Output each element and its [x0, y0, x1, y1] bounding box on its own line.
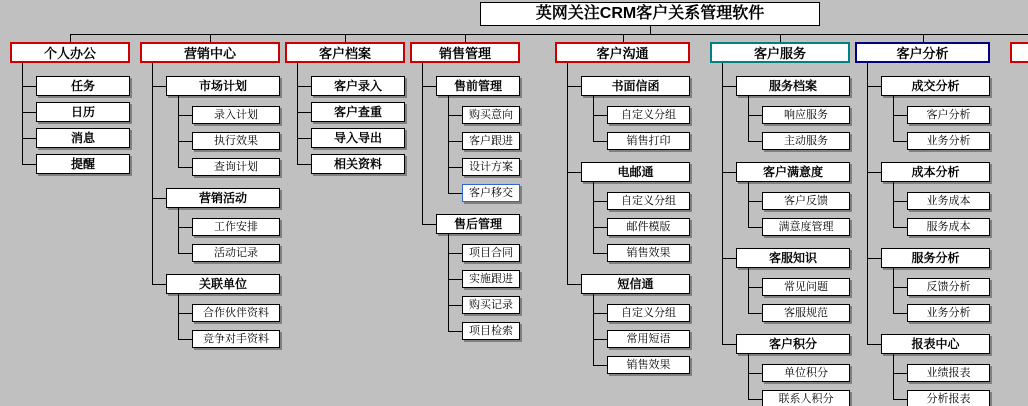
item-customer-communication-1-1[interactable]: 邮件模版	[607, 218, 690, 236]
elbow	[448, 253, 462, 254]
group-customer-analysis-3[interactable]: 报表中心	[881, 334, 990, 354]
elbow	[893, 115, 907, 116]
item-customer-analysis-3-0[interactable]: 业绩报表	[907, 364, 990, 382]
item-marketing-center-0-2[interactable]: 查询计划	[192, 158, 280, 176]
elbow	[448, 141, 462, 142]
category-customer-communication[interactable]: 客户沟通	[555, 42, 690, 63]
sub-spine	[748, 182, 749, 227]
elbow	[152, 284, 166, 285]
elbow	[722, 344, 736, 345]
elbow	[867, 258, 881, 259]
elbow	[567, 172, 581, 173]
group-customer-analysis-1[interactable]: 成本分析	[881, 162, 990, 182]
group-customer-service-1[interactable]: 客户满意度	[736, 162, 850, 182]
elbow	[297, 86, 311, 87]
item-customer-service-0-1[interactable]: 主动服务	[762, 132, 850, 150]
group-sales-management-0[interactable]: 售前管理	[436, 76, 520, 96]
sub-spine	[893, 96, 894, 141]
elbow	[593, 313, 607, 314]
item-customer-archive-1[interactable]: 客户查重	[311, 102, 405, 122]
item-customer-communication-2-2[interactable]: 销售效果	[607, 356, 690, 374]
spine-customer-service	[722, 63, 723, 344]
item-customer-analysis-1-0[interactable]: 业务成本	[907, 192, 990, 210]
spine-marketing-center	[152, 63, 153, 284]
elbow	[22, 86, 36, 87]
category-extra-column[interactable]	[1010, 42, 1028, 63]
elbow	[867, 172, 881, 173]
item-marketing-center-1-1[interactable]: 活动记录	[192, 244, 280, 262]
group-marketing-center-0[interactable]: 市场计划	[166, 76, 280, 96]
item-customer-communication-2-1[interactable]: 常用短语	[607, 330, 690, 348]
stem-customer-communication	[623, 34, 624, 42]
elbow	[593, 365, 607, 366]
item-customer-service-2-1[interactable]: 客服规范	[762, 304, 850, 322]
item-customer-archive-0[interactable]: 客户录入	[311, 76, 405, 96]
category-customer-analysis[interactable]: 客户分析	[855, 42, 990, 63]
item-customer-service-1-0[interactable]: 客户反馈	[762, 192, 850, 210]
elbow	[448, 279, 462, 280]
sub-spine	[178, 96, 179, 167]
item-customer-analysis-3-1[interactable]: 分析报表	[907, 390, 990, 406]
elbow	[297, 164, 311, 165]
elbow	[178, 115, 192, 116]
item-personal-office-2[interactable]: 消息	[36, 128, 130, 148]
elbow	[178, 339, 192, 340]
elbow	[593, 115, 607, 116]
elbow	[722, 172, 736, 173]
elbow	[448, 331, 462, 332]
sub-spine	[893, 182, 894, 227]
elbow	[178, 167, 192, 168]
group-customer-service-3[interactable]: 客户积分	[736, 334, 850, 354]
group-marketing-center-2[interactable]: 关联单位	[166, 274, 280, 294]
item-customer-communication-2-0[interactable]: 自定义分组	[607, 304, 690, 322]
item-sales-management-0-3[interactable]: 客户移交	[462, 184, 520, 202]
elbow	[748, 115, 762, 116]
group-sales-management-1[interactable]: 售后管理	[436, 214, 520, 234]
stem-customer-archive	[345, 34, 346, 42]
elbow	[748, 373, 762, 374]
item-customer-analysis-1-1[interactable]: 服务成本	[907, 218, 990, 236]
sub-spine	[448, 234, 449, 331]
spine-customer-communication	[567, 63, 568, 284]
group-customer-communication-2[interactable]: 短信通	[581, 274, 690, 294]
item-personal-office-3[interactable]: 提醒	[36, 154, 130, 174]
elbow	[178, 227, 192, 228]
sub-spine	[448, 96, 449, 193]
category-customer-service[interactable]: 客户服务	[710, 42, 850, 63]
elbow	[422, 86, 436, 87]
item-customer-service-1-1[interactable]: 满意度管理	[762, 218, 850, 236]
top-bus	[70, 34, 1028, 35]
item-customer-communication-0-1[interactable]: 销售打印	[607, 132, 690, 150]
item-marketing-center-1-0[interactable]: 工作安排	[192, 218, 280, 236]
category-personal-office[interactable]: 个人办公	[10, 42, 130, 63]
spine-sales-management	[422, 63, 423, 224]
item-customer-service-0-0[interactable]: 响应服务	[762, 106, 850, 124]
item-marketing-center-2-0[interactable]: 合作伙伴资料	[192, 304, 280, 322]
elbow	[422, 224, 436, 225]
item-customer-communication-1-2[interactable]: 销售效果	[607, 244, 690, 262]
item-customer-service-2-0[interactable]: 常见问题	[762, 278, 850, 296]
item-sales-management-0-2[interactable]: 设计方案	[462, 158, 520, 176]
elbow	[593, 339, 607, 340]
elbow	[867, 344, 881, 345]
item-customer-service-3-0[interactable]: 单位积分	[762, 364, 850, 382]
stem-sales-management	[465, 34, 466, 42]
item-sales-management-0-1[interactable]: 客户跟进	[462, 132, 520, 150]
spine-customer-analysis	[867, 63, 868, 344]
spine-customer-archive	[297, 63, 298, 164]
sub-spine	[178, 294, 179, 339]
item-customer-analysis-0-1[interactable]: 业务分析	[907, 132, 990, 150]
group-customer-analysis-0[interactable]: 成交分析	[881, 76, 990, 96]
elbow	[748, 141, 762, 142]
elbow	[748, 201, 762, 202]
sub-spine	[748, 354, 749, 399]
item-marketing-center-0-1[interactable]: 执行效果	[192, 132, 280, 150]
item-marketing-center-0-0[interactable]: 录入计划	[192, 106, 280, 124]
item-customer-communication-1-0[interactable]: 自定义分组	[607, 192, 690, 210]
item-customer-archive-2[interactable]: 导入导出	[311, 128, 405, 148]
item-personal-office-1[interactable]: 日历	[36, 102, 130, 122]
category-marketing-center[interactable]: 营销中心	[140, 42, 280, 63]
item-customer-analysis-0-0[interactable]: 客户分析	[907, 106, 990, 124]
elbow	[893, 141, 907, 142]
elbow	[448, 193, 462, 194]
sub-spine	[178, 208, 179, 253]
elbow	[748, 227, 762, 228]
elbow	[893, 227, 907, 228]
elbow	[297, 112, 311, 113]
sub-spine	[593, 294, 594, 365]
elbow	[893, 287, 907, 288]
item-personal-office-0[interactable]: 任务	[36, 76, 130, 96]
elbow	[593, 141, 607, 142]
item-sales-management-0-0[interactable]: 购买意向	[462, 106, 520, 124]
elbow	[567, 86, 581, 87]
group-marketing-center-1[interactable]: 营销活动	[166, 188, 280, 208]
item-customer-analysis-2-0[interactable]: 反馈分析	[907, 278, 990, 296]
stem-marketing-center	[210, 34, 211, 42]
elbow	[867, 86, 881, 87]
elbow	[178, 253, 192, 254]
elbow	[448, 115, 462, 116]
elbow	[178, 313, 192, 314]
elbow	[22, 112, 36, 113]
item-sales-management-1-3[interactable]: 项目检索	[462, 322, 520, 340]
item-sales-management-1-0[interactable]: 项目合同	[462, 244, 520, 262]
elbow	[297, 138, 311, 139]
sub-spine	[748, 268, 749, 313]
elbow	[593, 253, 607, 254]
elbow	[593, 227, 607, 228]
title-stem	[650, 26, 651, 34]
elbow	[448, 305, 462, 306]
elbow	[748, 399, 762, 400]
group-customer-communication-0[interactable]: 书面信函	[581, 76, 690, 96]
sub-spine	[893, 268, 894, 313]
item-sales-management-1-1[interactable]: 实施跟进	[462, 270, 520, 288]
sub-spine	[893, 354, 894, 399]
sub-spine	[593, 96, 594, 141]
elbow	[152, 198, 166, 199]
stem-customer-service	[780, 34, 781, 42]
stem-customer-analysis	[923, 34, 924, 42]
elbow	[722, 86, 736, 87]
elbow	[448, 167, 462, 168]
item-marketing-center-2-1[interactable]: 竞争对手资料	[192, 330, 280, 348]
elbow	[893, 201, 907, 202]
item-sales-management-1-2[interactable]: 购买记录	[462, 296, 520, 314]
sub-spine	[593, 182, 594, 253]
elbow	[178, 141, 192, 142]
elbow	[593, 201, 607, 202]
item-customer-archive-3[interactable]: 相关资料	[311, 154, 405, 174]
elbow	[22, 164, 36, 165]
stem-personal-office	[70, 34, 71, 42]
group-customer-service-0[interactable]: 服务档案	[736, 76, 850, 96]
item-customer-communication-0-0[interactable]: 自定义分组	[607, 106, 690, 124]
elbow	[893, 313, 907, 314]
group-customer-service-2[interactable]: 客服知识	[736, 248, 850, 268]
elbow	[567, 284, 581, 285]
sub-spine	[748, 96, 749, 141]
category-customer-archive[interactable]: 客户档案	[285, 42, 405, 63]
diagram-title: 英网关注CRM客户关系管理软件	[480, 2, 820, 26]
elbow	[748, 287, 762, 288]
item-customer-service-3-1[interactable]: 联系人积分	[762, 390, 850, 406]
elbow	[748, 313, 762, 314]
elbow	[893, 399, 907, 400]
elbow	[22, 138, 36, 139]
elbow	[893, 373, 907, 374]
item-customer-analysis-2-1[interactable]: 业务分析	[907, 304, 990, 322]
category-sales-management[interactable]: 销售管理	[410, 42, 520, 63]
elbow	[722, 258, 736, 259]
group-customer-communication-1[interactable]: 电邮通	[581, 162, 690, 182]
elbow	[152, 86, 166, 87]
group-customer-analysis-2[interactable]: 服务分析	[881, 248, 990, 268]
spine-personal-office	[22, 63, 23, 164]
